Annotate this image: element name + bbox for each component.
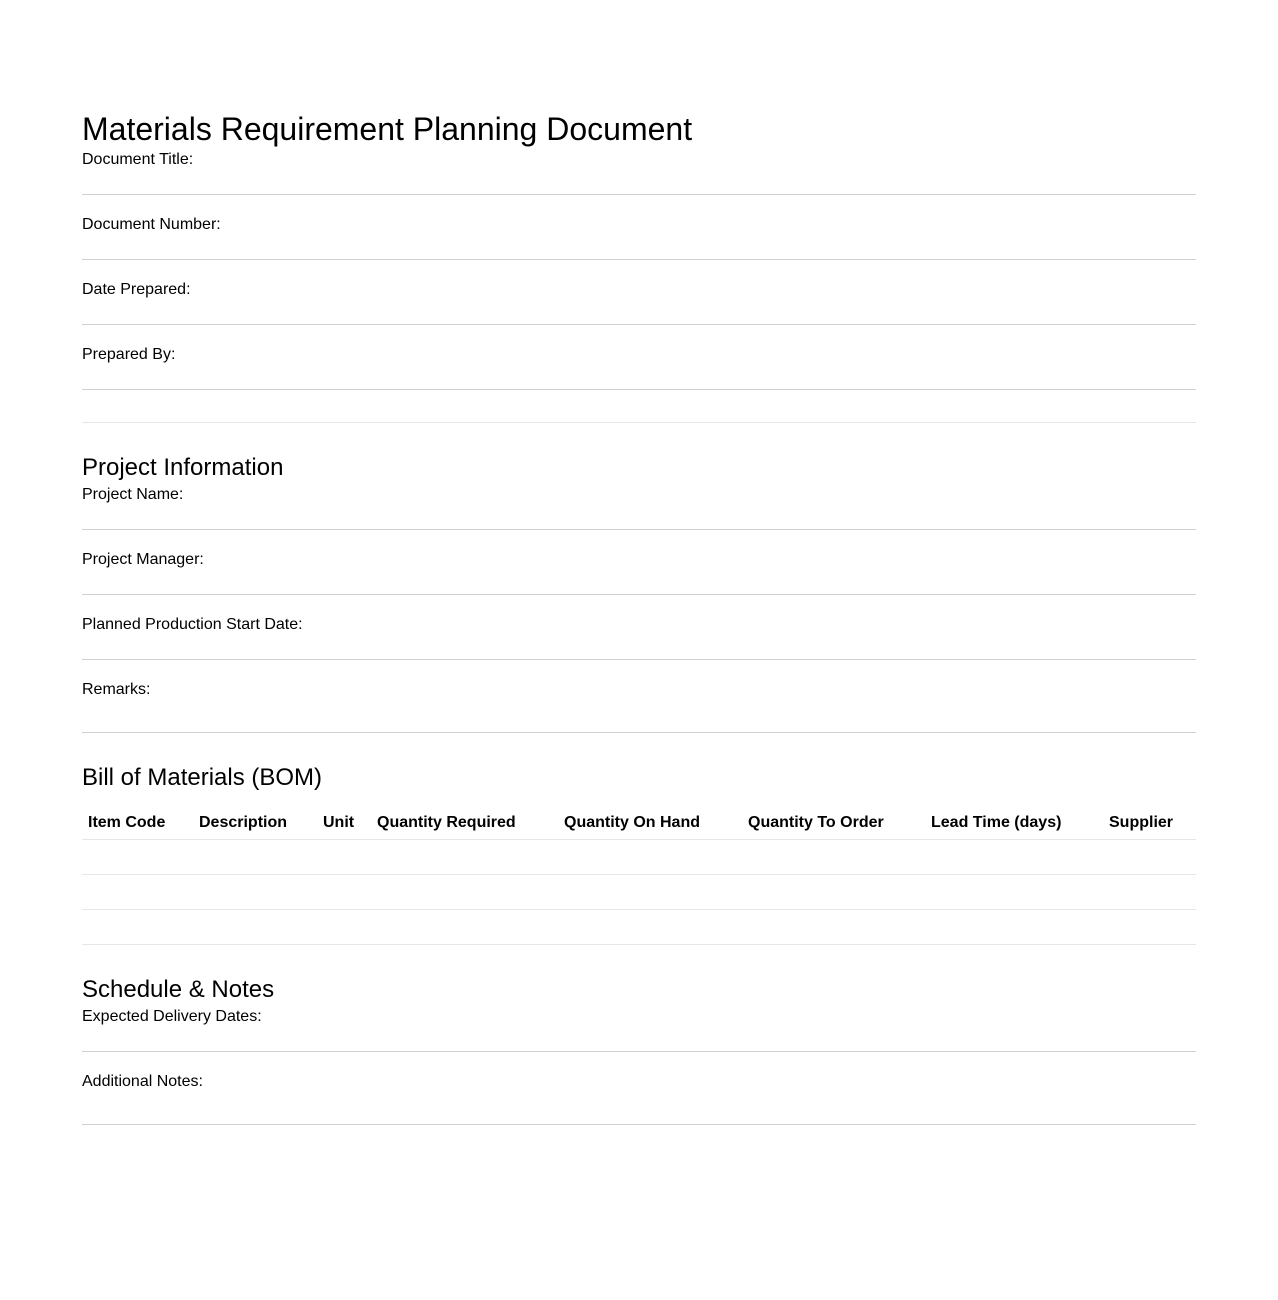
table-row (82, 875, 1196, 910)
project-info-heading: Project Information (82, 454, 284, 481)
table-cell[interactable] (1103, 910, 1196, 945)
bom-header-row (82, 807, 1196, 840)
bom-col-item-code: Item Code (82, 807, 193, 840)
planned-start-date-label: Planned Production Start Date: (82, 616, 303, 633)
table-row (82, 910, 1196, 945)
date-prepared-field[interactable] (82, 280, 1196, 325)
additional-notes-field[interactable] (82, 1072, 1196, 1125)
table-cell[interactable] (82, 875, 193, 910)
table-cell[interactable] (742, 840, 925, 875)
table-cell[interactable] (558, 910, 742, 945)
table-cell[interactable] (742, 910, 925, 945)
project-manager-field[interactable] (82, 550, 1196, 595)
planned-start-date-field[interactable] (82, 615, 1196, 660)
table-cell[interactable] (925, 875, 1103, 910)
table-cell[interactable] (193, 840, 317, 875)
document-number-field[interactable] (82, 215, 1196, 260)
document-title: Materials Requirement Planning Document (82, 111, 693, 147)
table-cell[interactable] (742, 875, 925, 910)
document-title-label: Document Title: (82, 151, 194, 168)
bom-col-supplier: Supplier (1103, 807, 1196, 840)
schedule-heading: Schedule & Notes (82, 976, 275, 1003)
bom-col-quantity-on-hand: Quantity On Hand (558, 807, 742, 840)
table-cell[interactable] (82, 840, 193, 875)
prepared-by-field[interactable] (82, 345, 1196, 390)
document-page (82, 0, 1196, 1125)
table-cell[interactable] (82, 910, 193, 945)
bom-heading: Bill of Materials (BOM) (82, 764, 323, 791)
table-row (82, 840, 1196, 875)
project-name-field[interactable] (82, 485, 1196, 530)
table-cell[interactable] (371, 910, 558, 945)
remarks-label: Remarks: (82, 681, 151, 698)
bom-col-quantity-to-order: Quantity To Order (742, 807, 925, 840)
table-cell[interactable] (925, 910, 1103, 945)
table-cell[interactable] (558, 875, 742, 910)
bom-col-description: Description (193, 807, 317, 840)
table-cell[interactable] (193, 875, 317, 910)
table-cell[interactable] (317, 840, 371, 875)
bom-col-unit: Unit (317, 807, 371, 840)
remarks-field[interactable] (82, 680, 1196, 733)
bom-col-lead-time: Lead Time (days) (925, 807, 1103, 840)
table-cell[interactable] (371, 875, 558, 910)
bom-table (82, 807, 1196, 945)
section-divider (82, 422, 1196, 423)
table-cell[interactable] (193, 910, 317, 945)
date-prepared-label: Date Prepared: (82, 281, 191, 298)
table-cell[interactable] (1103, 875, 1196, 910)
document-title-field[interactable] (82, 150, 1196, 195)
table-cell[interactable] (1103, 840, 1196, 875)
expected-delivery-dates-label: Expected Delivery Dates: (82, 1008, 262, 1025)
prepared-by-label: Prepared By: (82, 346, 176, 363)
table-cell[interactable] (371, 840, 558, 875)
bom-col-quantity-required: Quantity Required (371, 807, 558, 840)
table-cell[interactable] (925, 840, 1103, 875)
expected-delivery-dates-field[interactable] (82, 1007, 1196, 1052)
table-cell[interactable] (317, 875, 371, 910)
table-cell[interactable] (558, 840, 742, 875)
document-number-label: Document Number: (82, 216, 221, 233)
project-name-label: Project Name: (82, 486, 184, 503)
project-manager-label: Project Manager: (82, 551, 204, 568)
additional-notes-label: Additional Notes: (82, 1073, 203, 1090)
table-cell[interactable] (317, 910, 371, 945)
